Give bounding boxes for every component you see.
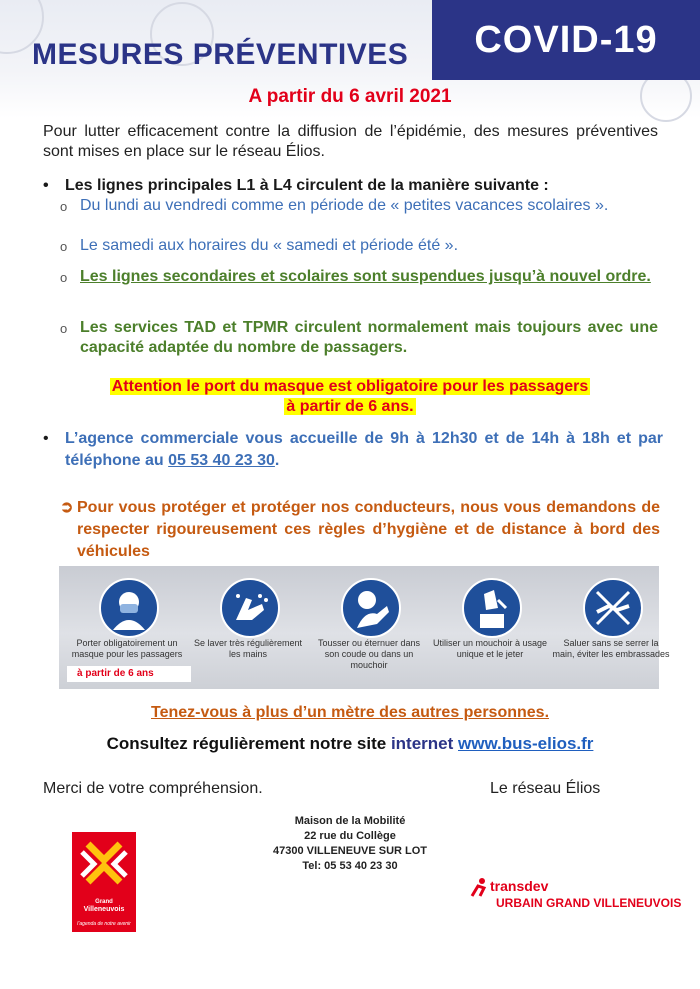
hygiene-pictogram-panel	[59, 566, 670, 689]
arrow-right-icon: ➲	[60, 499, 74, 516]
circle-bullet-icon: o	[60, 321, 68, 336]
thanks-text: Merci de votre compréhension.	[43, 780, 263, 797]
page-title: MESURES PRÉVENTIVES	[32, 38, 409, 71]
pictogram-caption: Porter obligatoirement un masque pour les passagers	[71, 638, 183, 659]
circle-bullet-icon: o	[60, 239, 68, 254]
phone-number[interactable]: 05 53 40 23 30	[168, 452, 275, 469]
website-link[interactable]: www.bus-elios.fr	[458, 734, 594, 753]
address-block: Maison de la Mobilité 22 rue du Collège 47300 VILLENEUVE SUR LOT Tel: 05 53 40 23 30	[272, 815, 428, 872]
mask-age-tag: à partir de 6 ans	[67, 666, 191, 682]
circle-bullet-icon: o	[60, 199, 68, 214]
distance-notice: Tenez-vous à plus d’un mètre des autres personnes.	[150, 704, 550, 721]
circle-bullet-icon: o	[60, 270, 68, 285]
bullet-icon: •	[43, 430, 49, 447]
mask-attention: Attention le port du masque est obligatoire pour les passagers à partir de 6 ans.	[111, 378, 589, 415]
covid-badge: COVID-19	[432, 0, 700, 80]
date-line: A partir du 6 avril 2021	[248, 86, 452, 107]
signature: Le réseau Élios	[490, 780, 601, 797]
list-item: o Du lundi au vendredi comme en période de « petites vacances scolaires ».	[60, 196, 660, 236]
x-logo-icon	[72, 832, 136, 896]
pictogram-caption: Saluer sans se serrer la main, éviter les embrassades	[552, 638, 670, 659]
consult-website: Consultez régulièrement notre site internet www.bus-elios.fr	[106, 734, 594, 753]
bullet-icon: •	[43, 177, 49, 194]
tissue-icon	[462, 578, 522, 638]
grand-villeneuvois-logo: Grand Villeneuvois l’agenda de notre avenir	[72, 832, 136, 932]
hand-wash-icon	[220, 578, 280, 638]
pictogram-caption: Tousser ou éternuer dans son coude ou dans un mouchoir	[317, 638, 421, 670]
pictogram-caption: Utiliser un mouchoir à usage unique et le jeter	[432, 638, 548, 659]
cough-elbow-icon	[341, 578, 401, 638]
transdev-figure-icon	[468, 876, 490, 898]
mask-icon	[99, 578, 159, 638]
intro-paragraph: Pour lutter efficacement contre la diffusion de l’épidémie, des mesures préventives sont mises en place sur le réseau Élios.	[43, 123, 658, 160]
pictogram-caption: Se laver très régulièrement les mains	[193, 638, 303, 659]
no-handshake-icon	[583, 578, 643, 638]
